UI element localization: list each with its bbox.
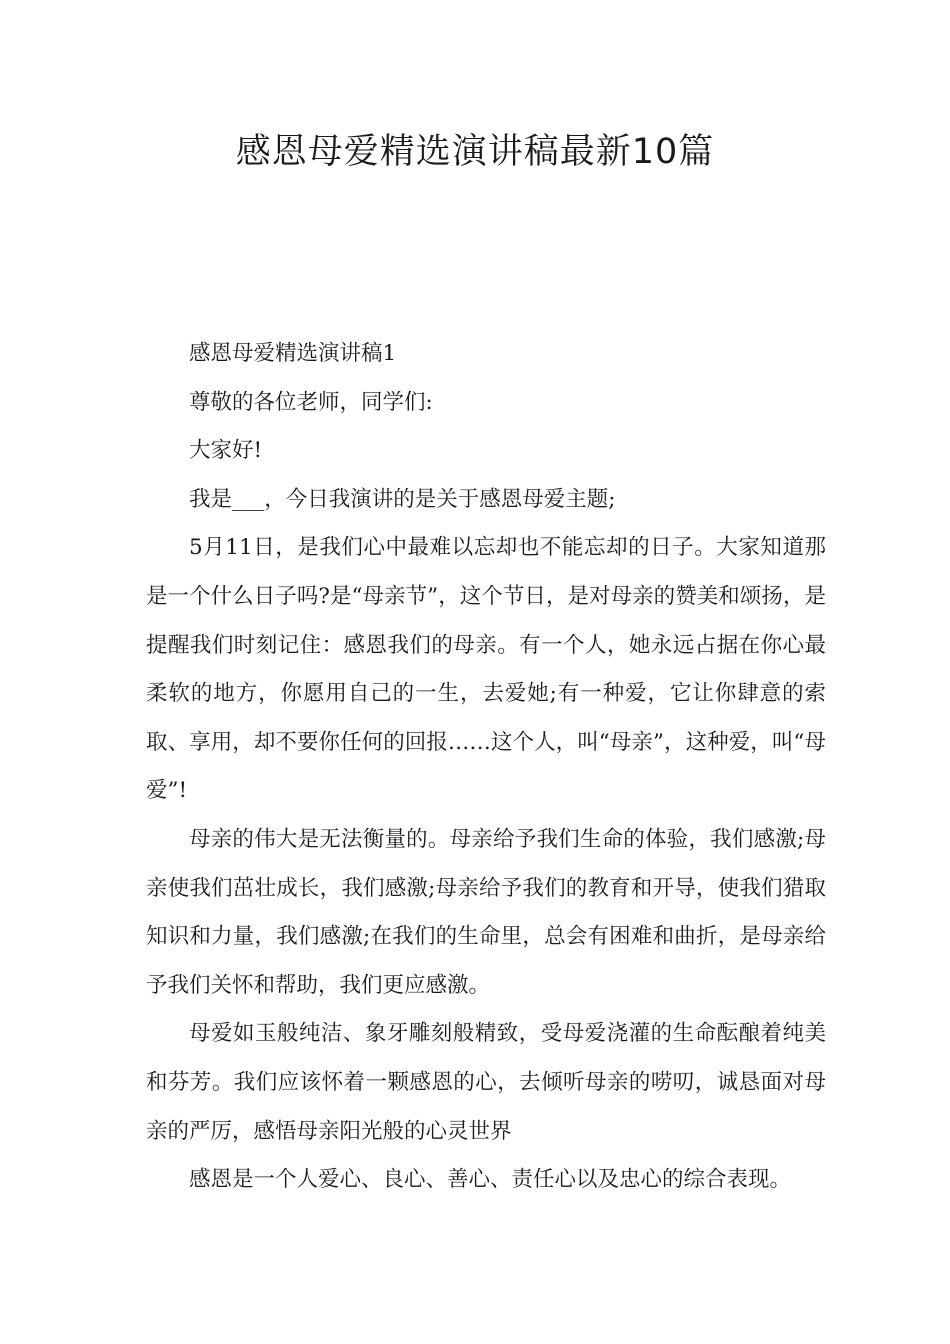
introduction: 我是___，今日我演讲的是关于感恩母爱主题; — [189, 486, 616, 512]
paragraph: 5月11日，是我们心中最难以忘却也不能忘却的日子。大家知道那是一个什么日子吗?是“母亲节”，这个节日，是对母亲的赞美和颂扬，是提醒我们时刻记住：感恩我们的母亲。有一个人，她永远占据在你心最柔软的地方，你愿用自己的一生，去爱她;有一种爱，它让你肆意的索取、享用，却不要你任何的回报……这个人，叫“母亲”，这种爱，叫“母爱”! — [146, 535, 826, 804]
greeting: 大家好! — [189, 438, 263, 464]
salutation: 尊敬的各位老师，同学们: — [189, 389, 433, 415]
paragraph: 感恩是一个人爱心、良心、善心、责任心以及忠心的综合表现。 — [189, 1167, 792, 1193]
paragraph: 母爱如玉般纯洁、象牙雕刻般精致，受母爱浇灌的生命酝酿着纯美和芬芳。我们应该怀着一颗感恩的心，去倾听母亲的唠叨，诚恳面对母亲的严厉，感悟母亲阳光般的心灵世界 — [146, 1021, 826, 1144]
paragraph: 母亲的伟大是无法衡量的。母亲给予我们生命的体验，我们感激;母亲使我们茁壮成长，我们感激;母亲给予我们的教育和开导，使我们猎取知识和力量，我们感激;在我们的生命里，总会有困难和曲折，是母亲给予我们关怀和帮助，我们更应感激。 — [146, 826, 826, 998]
document-body — [146, 330, 826, 1205]
document-title: 感恩母爱精选演讲稿最新10篇 — [235, 132, 715, 172]
section-heading: 感恩母爱精选演讲稿1 — [189, 341, 397, 366]
